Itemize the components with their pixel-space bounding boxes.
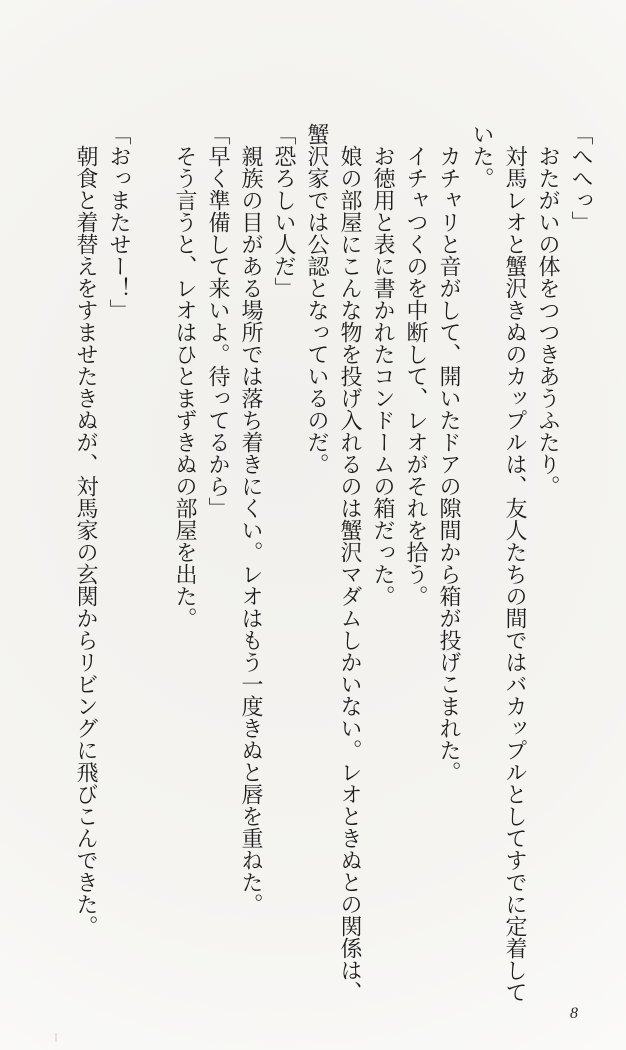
vertical-text-block [70,123,598,1003]
text-line: カチャリと音がして、開いたドアの隙間から箱が投げこまれた。 [437,145,462,783]
text-line: 「おっまたせー！」 [107,123,132,321]
page-number: 8 [570,1005,578,1022]
text-line: 蟹沢家では公認となっているのだ。 [305,123,330,475]
text-line: 「へへっ」 [569,123,594,233]
text-line: いた。 [470,123,495,189]
text-line: そう言うと、レオはひとまずきぬの部屋を出た。 [173,145,198,629]
text-line: 対馬レオと蟹沢きぬのカップルは、友人たちの間ではバカップルとしてすでに定着して [503,145,528,1003]
text-line: お徳用と表に書かれたコンドームの箱だった。 [371,145,396,607]
blank-line [136,123,169,1003]
text-line: 「恐ろしい人だ」 [272,123,297,299]
text-line: 親族の目がある場所では落ち着きにくい。レオはもう一度きぬと唇を重ねた。 [239,145,264,915]
text-line: イチャつくのを中断して、レオがそれを拾う。 [404,145,429,607]
text-line: おたがいの体をつつきあうふたり。 [536,145,561,497]
scan-artifact [55,1033,57,1042]
text-line: 朝食と着替えをすませたきぬが、対馬家の玄関からリビングに飛びこんできた。 [74,145,99,937]
text-line: 娘の部屋にこんな物を投げ入れるのは蟹沢マダムしかいない。レオときぬとの関係は、 [338,145,363,1003]
text-line: 「早く準備して来いよ。待ってるから」 [206,123,231,519]
